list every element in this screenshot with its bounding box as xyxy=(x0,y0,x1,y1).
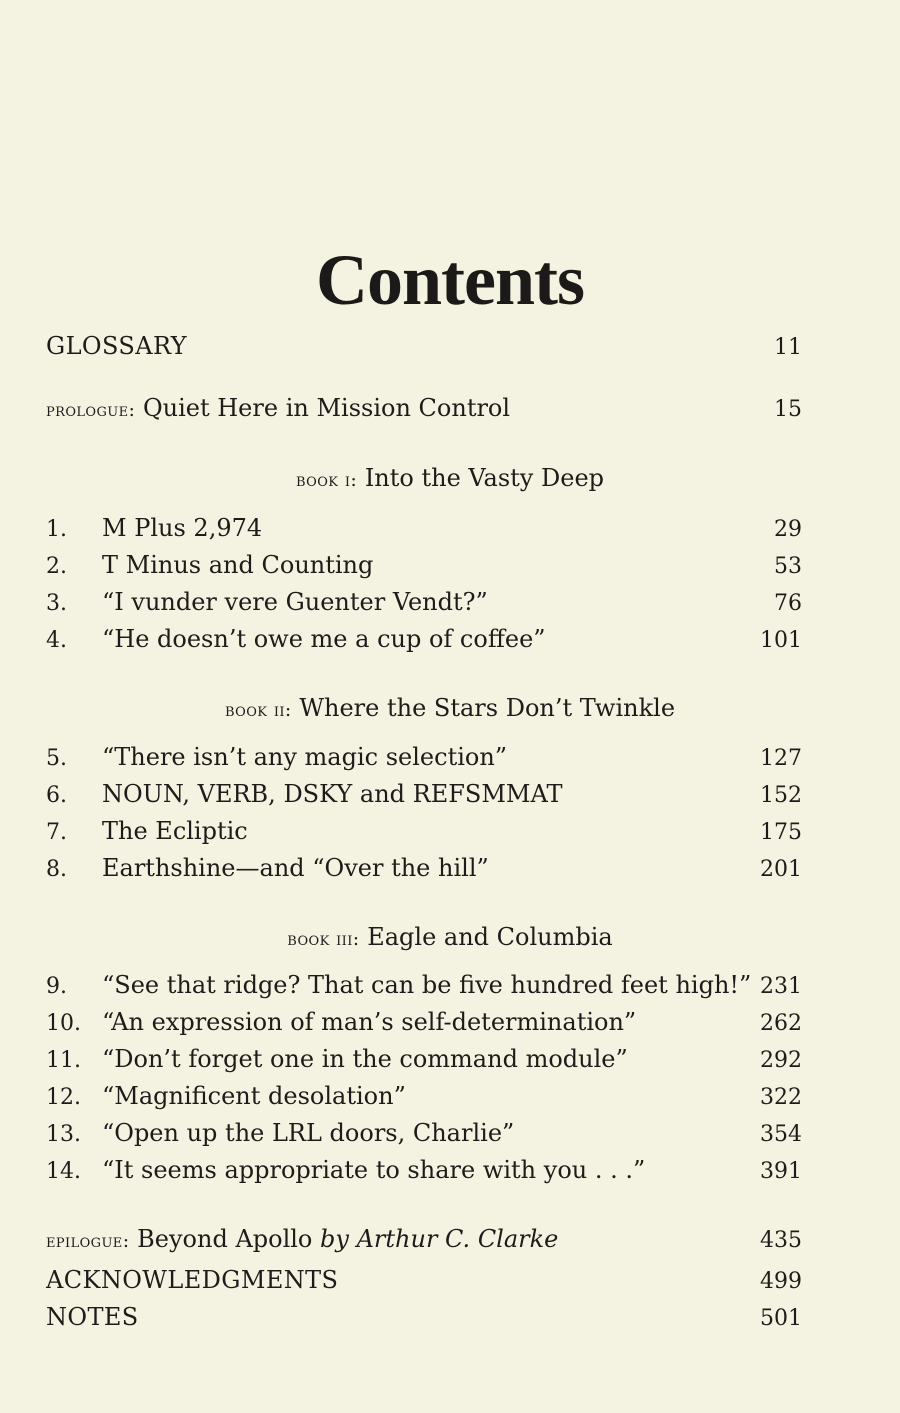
page-number: 501 xyxy=(760,1306,802,1331)
page-number: 435 xyxy=(760,1228,802,1253)
chapter-number: 11. xyxy=(46,1048,81,1073)
toc-entry-prologue[interactable] xyxy=(46,394,802,428)
page-number: 322 xyxy=(760,1085,802,1110)
chapter-number: 6. xyxy=(46,783,67,808)
book-title: Into the Vasty Deep xyxy=(364,464,605,492)
book-prefix: book ii: xyxy=(224,699,292,721)
entry-byline: by Arthur C. Clarke xyxy=(320,1225,559,1253)
book-heading[interactable] xyxy=(0,694,900,722)
chapter-number: 5. xyxy=(46,746,67,771)
book-title: Eagle and Columbia xyxy=(367,923,613,951)
chapter-row[interactable] xyxy=(46,625,802,659)
page-number: 11 xyxy=(774,335,802,360)
page-number: 201 xyxy=(760,857,802,882)
chapter-title: NOUN, VERB, DSKY and REFSMMAT xyxy=(102,780,563,808)
chapter-title: “Open up the LRL doors, Charlie” xyxy=(102,1119,515,1147)
page-number: 499 xyxy=(760,1269,802,1294)
chapter-row[interactable] xyxy=(46,1156,802,1190)
chapter-row[interactable] xyxy=(46,854,802,888)
page-number: 101 xyxy=(760,628,802,653)
entry-prefix: prologue: xyxy=(46,399,136,421)
toc-entry-notes[interactable] xyxy=(46,1303,802,1337)
chapter-number: 10. xyxy=(46,1011,81,1036)
entry-label: ACKNOWLEDGMENTS xyxy=(46,1266,339,1294)
chapter-title: “Don’t forget one in the command module” xyxy=(102,1045,628,1073)
entry-label: NOTES xyxy=(46,1303,139,1331)
chapter-number: 12. xyxy=(46,1085,81,1110)
chapter-number: 13. xyxy=(46,1122,81,1147)
page-number: 354 xyxy=(760,1122,802,1147)
page-number: 15 xyxy=(774,397,802,422)
chapter-title: “I vunder vere Guenter Vendt?” xyxy=(102,588,488,616)
toc-entry-glossary[interactable] xyxy=(46,332,802,366)
chapter-row[interactable] xyxy=(46,1082,802,1116)
entry-label: GLOSSARY xyxy=(46,332,187,360)
chapter-number: 9. xyxy=(46,974,67,999)
entry-label xyxy=(46,394,510,422)
chapter-row[interactable] xyxy=(46,1119,802,1153)
chapter-number: 1. xyxy=(46,517,67,542)
chapter-title: “See that ridge? That can be five hundred feet high!” xyxy=(102,971,752,999)
page-number: 292 xyxy=(760,1048,802,1073)
toc-entry-epilogue[interactable] xyxy=(46,1225,802,1259)
chapter-row[interactable] xyxy=(46,588,802,622)
page-number: 262 xyxy=(760,1011,802,1036)
page-number: 231 xyxy=(760,974,802,999)
chapter-title: The Ecliptic xyxy=(102,817,248,845)
chapter-row[interactable] xyxy=(46,1045,802,1079)
book-title: Where the Stars Don’t Twinkle xyxy=(299,694,676,722)
chapter-row[interactable] xyxy=(46,817,802,851)
chapter-number: 3. xyxy=(46,591,67,616)
chapter-row[interactable] xyxy=(46,514,802,548)
chapter-title: M Plus 2,974 xyxy=(102,514,263,542)
page-number: 175 xyxy=(760,820,802,845)
chapter-title: “Magnificent desolation” xyxy=(102,1082,406,1110)
chapter-row[interactable] xyxy=(46,1008,802,1042)
entry-title: Quiet Here in Mission Control xyxy=(142,394,511,422)
chapter-title: “An expression of man’s self-determination” xyxy=(102,1008,637,1036)
chapter-number: 4. xyxy=(46,628,67,653)
chapter-row[interactable] xyxy=(46,551,802,585)
chapter-title: T Minus and Counting xyxy=(102,551,374,579)
chapter-row[interactable] xyxy=(46,971,802,1005)
chapter-title: Earthshine—and “Over the hill” xyxy=(102,854,489,882)
page-number: 391 xyxy=(760,1159,802,1184)
page-number: 127 xyxy=(760,746,802,771)
toc-entry-acknowledgments[interactable] xyxy=(46,1266,802,1300)
page-title: Contents xyxy=(315,240,584,321)
chapter-number: 8. xyxy=(46,857,67,882)
chapter-row[interactable] xyxy=(46,780,802,814)
entry-title: Beyond Apollo xyxy=(137,1225,313,1253)
chapter-title: “There isn’t any magic selection” xyxy=(102,743,508,771)
chapter-number: 14. xyxy=(46,1159,81,1184)
page-number: 29 xyxy=(774,517,802,542)
page-number: 152 xyxy=(760,783,802,808)
page-number: 53 xyxy=(774,554,802,579)
chapter-number: 2. xyxy=(46,554,67,579)
chapter-row[interactable] xyxy=(46,743,802,777)
book-prefix: book iii: xyxy=(287,928,360,950)
book-prefix: book i: xyxy=(295,469,358,491)
chapter-title: “He doesn’t owe me a cup of coffee” xyxy=(102,625,546,653)
entry-label xyxy=(46,1225,558,1253)
chapter-title: “It seems appropriate to share with you . . .” xyxy=(102,1156,646,1184)
page-number: 76 xyxy=(774,591,802,616)
chapter-number: 7. xyxy=(46,820,67,845)
book-heading[interactable] xyxy=(0,923,900,951)
book-heading[interactable] xyxy=(0,464,900,492)
entry-prefix: epilogue: xyxy=(46,1230,130,1252)
